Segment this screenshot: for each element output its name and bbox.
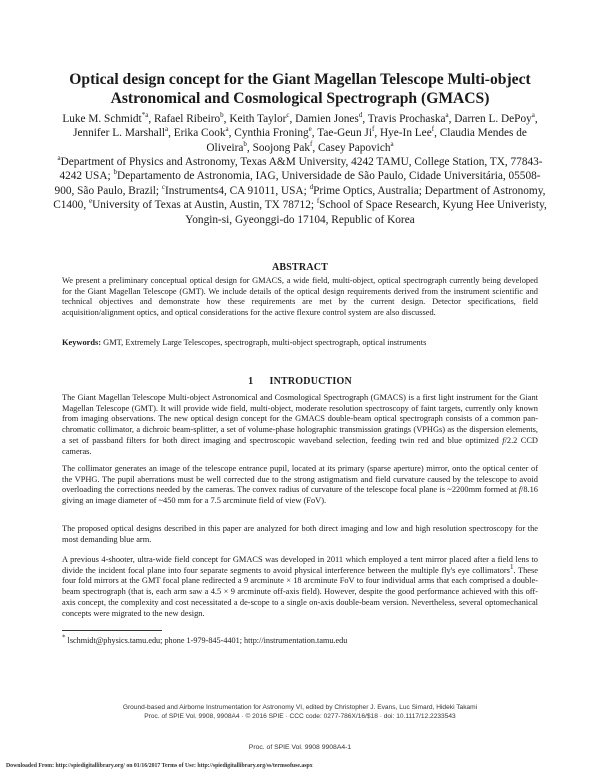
paragraph-text: A previous 4-shooter, ultra-wide field concept for GMACS was developed in 2011 which employed a tent mirror placed after a field lens to divide the incident focal plane into four separate segments to avoid physical interference between the multiple fly's eye collimators xyxy=(62,555,538,575)
affiliation: School of Space Research, Kyung Hee Univeristy, Yongin-si, Gyeonggi-do 17104, Republic of Korea xyxy=(185,199,547,226)
author-marker: f xyxy=(431,125,435,134)
download-notice: Downloaded From: http://spiedigitallibrary.org/ on 01/16/2017 Terms of Use: http://spiedigitallibrary.org/ss/termsofuse.aspx xyxy=(6,763,313,769)
keywords-text: GMT, Extremely Large Telescopes, spectrograph, multi-object spectrograph, optical instruments xyxy=(103,338,427,347)
author: Rafael Ribeiro xyxy=(153,113,221,125)
affiliation: Prime Optics, Australia; Department of Astronomy, C1400, xyxy=(53,184,546,212)
affiliation-marker: c xyxy=(161,183,165,192)
affiliation: Departamento de Astronomia, IAG, Universidade de São Paulo, Cidade Universitária, 05508-900, São Paulo, Brazil; xyxy=(54,170,541,197)
author-marker: a xyxy=(225,125,229,134)
affiliation-marker: a xyxy=(57,154,61,163)
section-title: INTRODUCTION xyxy=(269,376,352,387)
author-marker: e xyxy=(308,125,312,134)
section-number: 1 xyxy=(248,376,254,387)
author: Hye-In Lee xyxy=(379,127,432,140)
author-marker: b xyxy=(220,111,224,120)
intro-paragraph-4 xyxy=(62,555,538,619)
footnote-divider xyxy=(62,630,162,631)
affiliation-marker: b xyxy=(113,168,117,177)
author-marker: a xyxy=(164,125,169,134)
author: Erika Cook xyxy=(173,127,226,140)
affiliation-marker: e xyxy=(88,197,93,206)
author-marker: a xyxy=(390,140,394,149)
affiliation: Instruments4, CA 91011, USA; xyxy=(164,184,307,197)
author-list: Luke M. Schmidt$^{*a}$, Rafael Ribeiro$^b$, Keith Taylor$^c$, Damien Jones$^d$, Travis Prochaska$^a$, Darren L. DePoy$^a$, Jennifer L. Marshall$^a$, Erika Cook$^a$, Cynthia Froning$^e$, Tae-Geun Ji$^f$, Hye-In Lee$^f$, Claudia Mendes de Oliveira$^b$, Soojong Pak$^f$, Casey Papovich$^a$ xyxy=(62,111,538,154)
affiliation-marker: d xyxy=(309,183,314,192)
affiliation-marker: f xyxy=(316,197,320,206)
author-marker: f xyxy=(371,125,375,134)
affiliation: Department of Physics and Astronomy, Texas A&M University, 4242 TAMU, College Station, TX, 77843-4242 USA; xyxy=(59,156,543,183)
author-marker: a xyxy=(445,111,449,120)
footnote-marker: * xyxy=(62,633,66,642)
intro-paragraph-1 xyxy=(62,393,538,457)
author: Darren L. DePoy xyxy=(454,113,532,125)
page-number: Proc. of SPIE Vol. 9908 9908A4-1 xyxy=(248,744,352,751)
citation-line-2: Proc. of SPIE Vol. 9908, 9908A4 · © 2016 SPIE · CCC code: 0277-786X/16/$18 · doi: 10.1117/12.2233543 xyxy=(144,712,456,720)
intro-paragraph-3: The proposed optical designs described in this paper are analyzed for both direct imaging and low and high resolution spectroscopy for the most demanding blue arm. xyxy=(62,524,538,544)
author: Casey Papovich xyxy=(318,141,391,154)
footnote-text: lschmidt@physics.tamu.edu; phone 1-979-845-4401; http://instrumentation.tamu.edu xyxy=(67,636,348,645)
paragraph-text: . These four fold mirrors at the GMT focal plane redirected a 9 arcminute × 18 arcminute FoV to four individual arms that each comprised a double-beam spectrograph (that is, each arm saw a 4.5 × 9 arcminute off-axis field). However, despite the good performance achieved with this off-axis concept, the complexity and cost necessitated a de-scope to a single on-axis double-beam version. Nevertheless, several optomechanical concepts were migrated to the new design. xyxy=(62,565,538,618)
affiliation-list xyxy=(50,155,550,227)
author: Cynthia Froning xyxy=(234,127,309,140)
abstract-heading: ABSTRACT xyxy=(271,262,329,273)
author: Keith Taylor xyxy=(229,113,287,125)
paragraph-text: /8.16 giving an image diameter of ~450 mm for a 7.5 arcminute field of view (FoV). xyxy=(62,485,538,506)
paragraph-text: The collimator generates an image of the telescope entrance pupil, located at its primary (sparse aperture) mirror, onto the optical center of the VPHG. The pupil aberrations must be well corrected due to the strong astigmatism and field curvature caused by the telescope to avoid overloading the corrections needed by the cameras. The convex radius of curvature of the telescope focal plane is ~2200mm formed at xyxy=(62,464,538,495)
author-marker: d xyxy=(358,111,363,120)
author-marker: c xyxy=(286,111,290,120)
author: Damien Jones xyxy=(295,113,359,125)
author-marker: f xyxy=(310,140,313,149)
author: Jennifer L. Marshall xyxy=(73,127,165,140)
author: Travis Prochaska xyxy=(367,113,446,125)
author: Tae-Geun Ji xyxy=(317,127,372,140)
title-line-2: Astronomical and Cosmological Spectrograph (GMACS) xyxy=(110,90,490,107)
keywords xyxy=(62,338,538,349)
author-marker: b xyxy=(243,140,247,149)
title-line-1: Optical design concept for the Giant Magellan Telescope Multi-object xyxy=(69,71,531,88)
abstract-text: We present a preliminary conceptual optical design for GMACS, a wide field, multi-object, optical spectrograph currently being developed for the Giant Magellan Telescope (GMT). We include details of the optical design requirements derived from the instrument scientific and technical objectives and demonstrate how these requirements are met by the current design. Detector specifications, field acquisition/alignment optics, and optical considerations for the active flexure control system are also discussed. xyxy=(62,276,538,318)
author-marker: a xyxy=(531,111,535,120)
author: Luke M. Schmidt xyxy=(62,113,142,125)
intro-paragraph-2 xyxy=(62,464,538,507)
reference-marker: 1 xyxy=(509,562,514,571)
author: Claudia Mendes de Oliveira xyxy=(206,127,527,154)
paragraph-text: /2.2 CCD cameras. xyxy=(62,435,538,456)
author-marker: *a xyxy=(141,111,149,120)
author: Soojong Pak xyxy=(252,141,310,154)
footnote xyxy=(62,633,348,646)
affiliation: University of Texas at Austin, Austin, TX 78712; xyxy=(92,199,314,212)
f-ratio-symbol: f xyxy=(518,485,522,495)
f-ratio-symbol: f xyxy=(502,435,505,445)
keywords-label: Keywords: xyxy=(62,338,102,347)
paragraph-text: The Giant Magellan Telescope Multi-object Astronomical and Cosmological Spectrograph (GMACS) is a first light instrument for the Giant Magellan Telescope (GMT). It will provide wide field, multi-object, moderate resolution spectroscopy of faint targets, currently only known from imaging observations. The new optical design concept for the GMACS double-beam optical spectrograph consists of a common pan-chromatic collimator, a dichroic beam-splitter, a set of volume-phase holographic transmission gratings (VPHGs) as the dispersion elements, a set of passband filters for both direct imaging and spectroscopic waveband selection, feeding twin red and blue optimized xyxy=(62,393,538,445)
citation-line-1: Ground-based and Airborne Instrumentation for Astronomy VI, edited by Christopher J. Evans, Luc Simard, Hideki Takami xyxy=(122,704,478,711)
citation-block xyxy=(60,704,540,721)
introduction-heading xyxy=(0,376,600,387)
paper-title xyxy=(50,70,550,108)
